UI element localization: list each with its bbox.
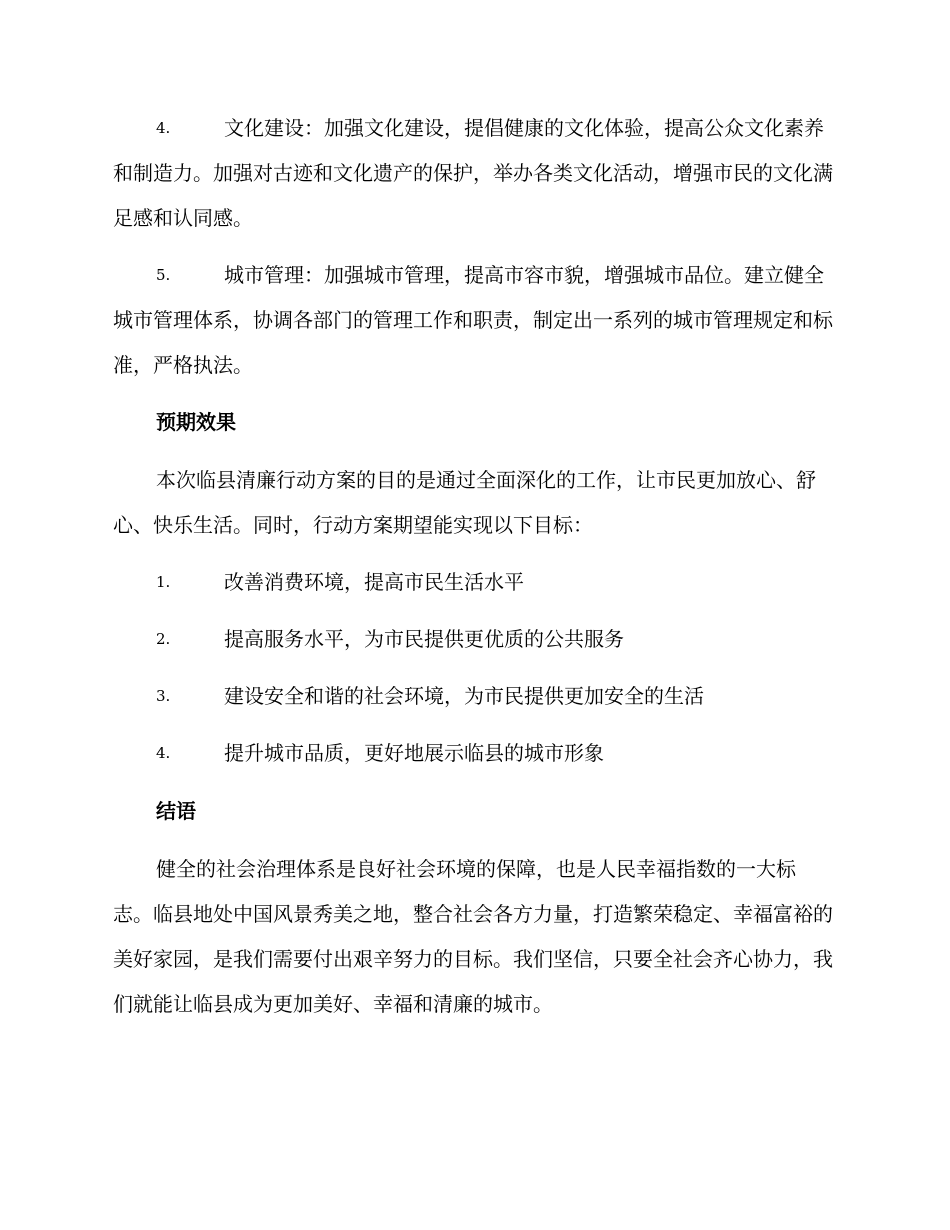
- goal-text: 改善消费环境，提高市民生活水平: [224, 570, 524, 594]
- list-number: 5.: [156, 266, 171, 284]
- goal-text: 提升城市品质，更好地展示临县的城市形象: [224, 741, 604, 765]
- list-number: 2.: [156, 630, 171, 648]
- goal-text: 建设安全和谐的社会环境，为市民提供更加安全的生活: [224, 684, 704, 708]
- paragraph-expected-intro: 本次临县清廉行动方案的目的是通过全面深化的工作，让市民更加放心、舒心、快乐生活。同时，行动方案期望能实现以下目标：: [113, 468, 816, 537]
- paragraph-conclusion: 健全的社会治理体系是良好社会环境的保障，也是人民幸福指数的一大标志。临县地处中国风景秀美之地，整合社会各方力量，打造繁荣稳定、幸福富裕的美好家园，是我们需要付出艰辛努力的目标。我们坚信，只要全社会齐心协力，我们就能让临县成为更加美好、幸福和清廉的城市。: [113, 857, 833, 1016]
- list-item-city-management: [113, 253, 833, 388]
- list-number: 4.: [156, 119, 171, 137]
- list-item-text: 城市管理：加强城市管理，提高市容市貌，增强城市品位。建立健全城市管理体系，协调各部门的管理工作和职责，制定出一系列的城市管理规定和标准，严格执法。: [113, 263, 833, 377]
- section-heading-expected: 预期效果: [156, 410, 236, 434]
- section-heading-conclusion: 结语: [156, 799, 196, 823]
- list-item-culture: [113, 106, 833, 241]
- goal-text: 提高服务水平，为市民提供更优质的公共服务: [224, 627, 624, 651]
- list-number: 3.: [156, 687, 171, 705]
- list-number: 1.: [156, 573, 171, 591]
- list-number: 4.: [156, 744, 171, 762]
- list-item-text: 文化建设：加强文化建设，提倡健康的文化体验，提高公众文化素养和制造力。加强对古迹和文化遗产的保护，举办各类文化活动，增强市民的文化满足感和认同感。: [113, 116, 833, 230]
